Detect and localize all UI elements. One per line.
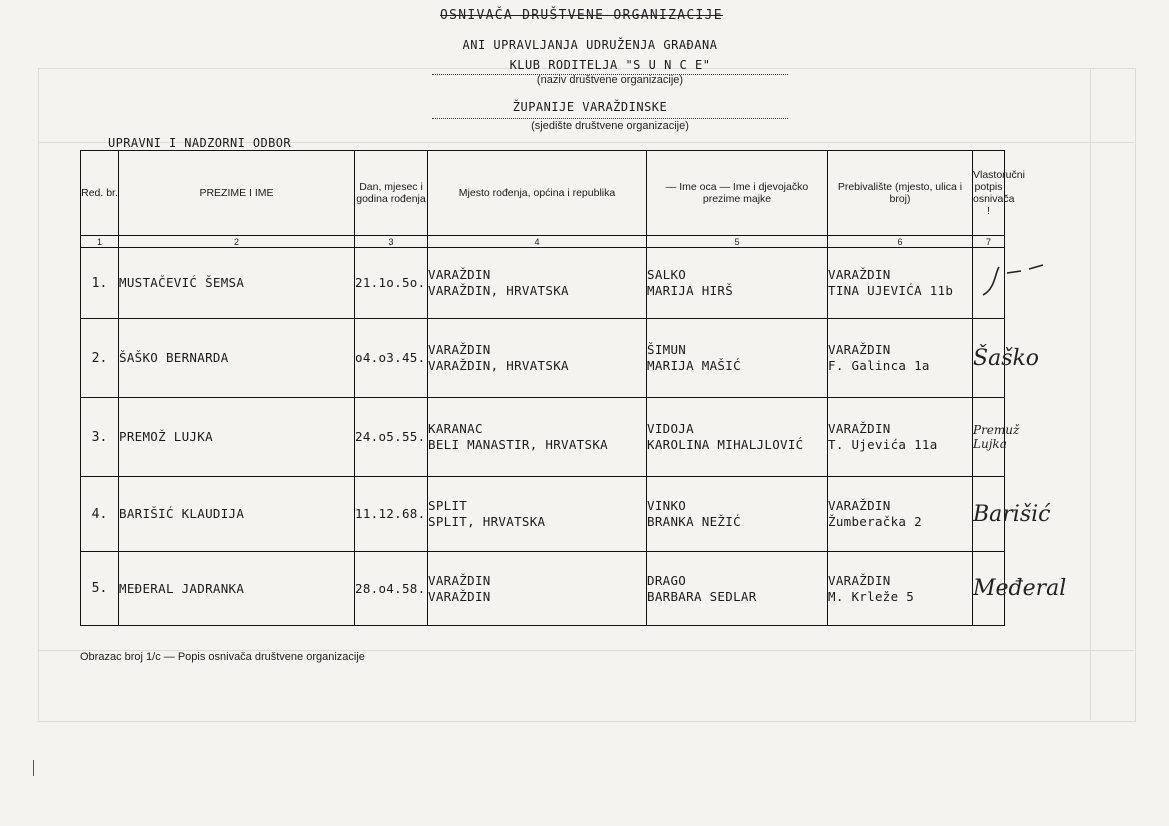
birth-date: 28.o4.58. <box>355 552 428 626</box>
founders-table <box>80 150 1067 626</box>
birthplace-city: VARAŽDIN <box>428 342 491 357</box>
father-name: DRAGO <box>647 572 687 588</box>
table-row <box>81 319 1005 398</box>
birthplace-region: VARAŽDIN, HRVATSKA <box>428 358 569 373</box>
row-number: 5. <box>81 552 119 626</box>
birthplace-city: VARAŽDIN <box>428 267 491 282</box>
table-row <box>81 398 1005 477</box>
table-row <box>81 477 1005 552</box>
mother-name: MARIJA HIRŠ <box>647 283 734 298</box>
residence-city: VARAŽDIN <box>828 342 891 357</box>
birthplace <box>428 398 647 477</box>
column-number-row <box>81 236 1005 248</box>
row-number: 1. <box>81 248 119 319</box>
parents <box>647 398 828 477</box>
birth-date: 21.1o.5o. <box>355 248 428 319</box>
signature-cell: Premuž Lujka <box>973 398 1005 477</box>
birthplace <box>428 319 647 398</box>
col-number: 1 <box>81 236 119 248</box>
parents <box>647 477 828 552</box>
caption-seat: (sjedište društvene organizacije) <box>531 120 689 132</box>
mother-name: BARBARA SEDLAR <box>647 588 757 604</box>
residence-street: Žumberačka 2 <box>828 514 922 529</box>
residence-street: T. Ujevića 11a <box>828 437 938 452</box>
birth-date: 24.o5.55. <box>355 398 428 477</box>
header-parents: — Ime oca — Ime i djevojačko prezime majke <box>647 151 828 236</box>
board-title: UPRAVNI I NADZORNI ODBOR <box>108 136 291 150</box>
signature-scribble-icon <box>973 255 1053 305</box>
col-number: 3 <box>355 236 428 248</box>
birthplace <box>428 477 647 552</box>
parents <box>647 319 828 398</box>
birthplace-region: BELI MANASTIR, HRVATSKA <box>428 437 608 452</box>
birthplace-region: SPLIT, HRVATSKA <box>428 514 546 529</box>
header-birthplace: Mjesto rođenja, općina i republika <box>428 151 647 236</box>
col-number: 6 <box>828 236 973 248</box>
residence-street: F. Galinca 1a <box>828 358 930 373</box>
row-number: 2. <box>81 319 119 398</box>
table-row <box>81 248 1005 319</box>
birth-date: 11.12.68. <box>355 477 428 552</box>
residence <box>828 552 973 626</box>
header-org-name: KLUB RODITELJA "S U N C E" <box>509 58 711 72</box>
header-birth-date: Dan, mjesec i godina rođenja <box>355 151 428 236</box>
struck-title: OSNIVAČA DRUŠTVENE ORGANIZACIJE <box>440 8 723 23</box>
birthplace-region: VARAŽDIN, HRVATSKA <box>428 283 569 298</box>
mother-name: BRANKA NEŽIĆ <box>647 514 741 529</box>
residence-street: TINA UJEVIĆA 11b <box>828 283 954 298</box>
residence-city: VARAŽDIN <box>828 267 891 282</box>
header-line-1: ANI UPRAVLJANJA UDRUŽENJA GRAĐANA <box>462 38 718 52</box>
form-footer: Obrazac broj 1/c — Popis osnivača društvene organizacije <box>80 651 365 663</box>
header-residence: Prebivalište (mjesto, ulica i broj) <box>828 151 973 236</box>
header-signature: Vlastoručni potpis osnivača ! <box>973 151 1005 236</box>
birthplace-region: VARAŽDIN <box>428 588 491 604</box>
header-county: ŽUPANIJE VARAŽDINSKE <box>512 100 668 114</box>
member-name: ŠAŠKO BERNARDA <box>119 319 355 398</box>
signature-cell: Šaško <box>973 319 1005 398</box>
col-number: 4 <box>428 236 647 248</box>
row-number: 4. <box>81 477 119 552</box>
father-name: VINKO <box>647 498 687 513</box>
birthplace-city: SPLIT <box>428 498 468 513</box>
col-number: 5 <box>647 236 828 248</box>
father-name: ŠIMUN <box>647 342 687 357</box>
residence-city: VARAŽDIN <box>828 421 891 436</box>
birthplace-city: VARAŽDIN <box>428 572 491 588</box>
residence <box>828 319 973 398</box>
member-name: BARIŠIĆ KLAUDIJA <box>119 477 355 552</box>
birthplace-city: KARANAC <box>428 421 483 436</box>
signature-cell <box>973 248 1005 319</box>
row-number: 3. <box>81 398 119 477</box>
dotted-underline <box>432 118 788 119</box>
signature-cell: Barišić <box>973 477 1005 552</box>
table-header-row <box>81 151 1005 236</box>
birthplace <box>428 248 647 319</box>
signature-cell: Međeral <box>973 552 1005 626</box>
caption-org-name: (naziv društvene organizacije) <box>536 74 684 86</box>
member-name: PREMOŽ LUJKA <box>119 398 355 477</box>
show-through-line <box>1090 68 1091 720</box>
residence-city: VARAŽDIN <box>828 572 891 588</box>
parents <box>647 248 828 319</box>
member-name: MEĐERAL JADRANKA <box>119 552 355 626</box>
mother-name: KAROLINA MIHALJLOVIĆ <box>647 437 804 452</box>
col-number: 7 <box>973 236 1005 248</box>
header-name: PREZIME I IME <box>119 151 355 236</box>
margin-mark <box>33 760 34 776</box>
residence <box>828 477 973 552</box>
mother-name: MARIJA MAŠIĆ <box>647 358 741 373</box>
residence-street: M. Krleže 5 <box>828 588 915 604</box>
birthplace <box>428 552 647 626</box>
father-name: SALKO <box>647 267 687 282</box>
residence-city: VARAŽDIN <box>828 498 891 513</box>
member-name: MUSTAČEVIĆ ŠEMSA <box>119 248 355 319</box>
parents <box>647 552 828 626</box>
table-row <box>81 552 1005 626</box>
birth-date: o4.o3.45. <box>355 319 428 398</box>
residence <box>828 248 973 319</box>
header-red-br: Red. br. <box>81 151 119 236</box>
col-number: 2 <box>119 236 355 248</box>
father-name: VIDOJA <box>647 421 694 436</box>
residence <box>828 398 973 477</box>
